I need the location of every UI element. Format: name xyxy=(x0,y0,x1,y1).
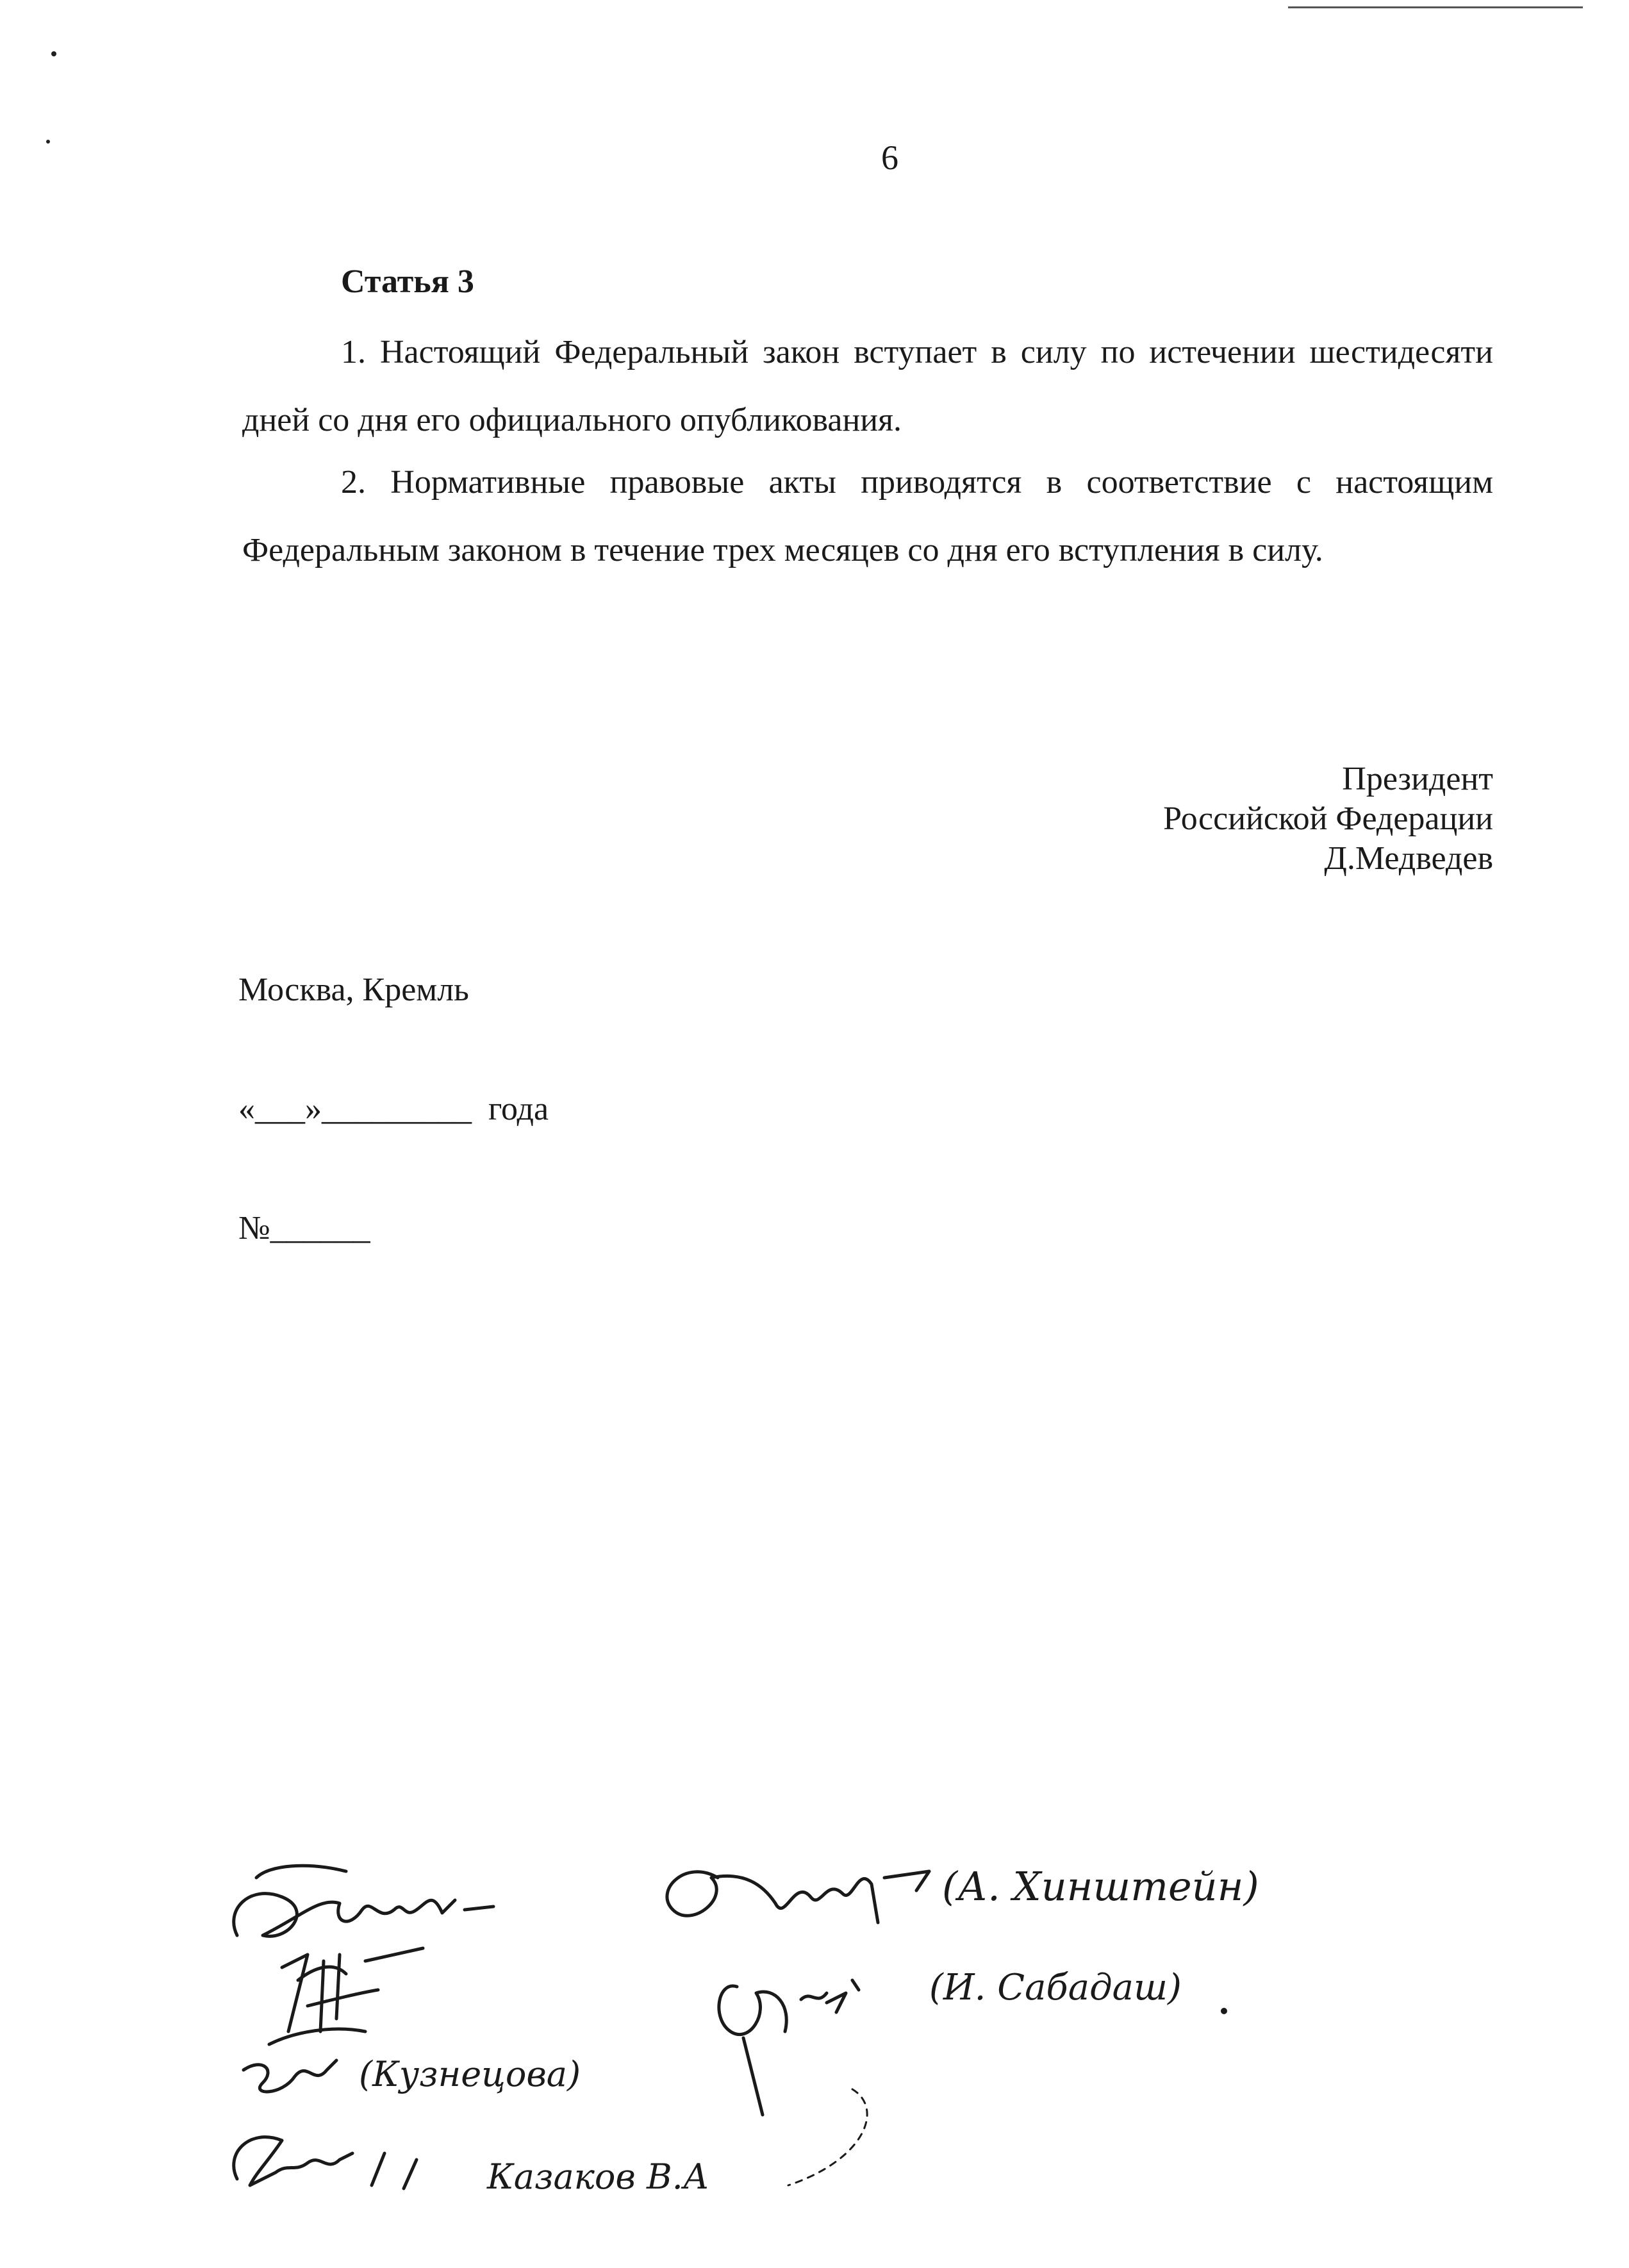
scan-speck xyxy=(51,51,56,56)
signer-name-2: (И. Сабадаш) xyxy=(929,1967,1182,2008)
signatory-block xyxy=(1163,759,1493,879)
signature-scribble xyxy=(667,1871,929,1923)
signature-scribble xyxy=(269,1948,423,2044)
article-paragraph-1: 1. Настоящий Федеральный закон вступает в силу по истечении шестидесяти дней со дня его официального опубликования. xyxy=(242,334,1493,438)
signatory-name: Д.Медведев xyxy=(1324,840,1493,877)
place-and-date-block xyxy=(238,891,549,1328)
signature-scribble xyxy=(719,1980,859,2115)
page-number: 6 xyxy=(881,138,898,177)
signatory-title-line-1: Президент xyxy=(1342,761,1493,797)
signer-name-1: (А. Хинштейн) xyxy=(942,1863,1259,1910)
signature-scribble xyxy=(234,2137,417,2189)
signature-scribble xyxy=(244,2060,336,2092)
article-paragraph-2: 2. Нормативные правовые акты приводятся в соответствие с настоящим Федеральным законом в течение трех месяцев со дня его вступления в силу. xyxy=(242,464,1493,568)
number-line: №______ xyxy=(238,1210,370,1246)
date-line: «___»_________ года xyxy=(238,1091,549,1127)
signatory-title-line-2: Российской Федерации xyxy=(1163,800,1493,837)
article-title: Статья 3 xyxy=(341,263,474,300)
place-city: Москва, Кремль xyxy=(238,972,469,1008)
signer-name-4: Казаков В.А xyxy=(487,2156,709,2197)
signature-scribble xyxy=(234,1866,493,1936)
signatures-drawing xyxy=(211,1839,1314,2224)
scan-speck xyxy=(46,140,50,144)
ink-dot xyxy=(1221,2008,1227,2014)
signer-name-3: (Кузнецова) xyxy=(359,2054,581,2094)
handwritten-signatures xyxy=(211,1839,1314,2224)
top-edge-rule xyxy=(1288,6,1583,8)
